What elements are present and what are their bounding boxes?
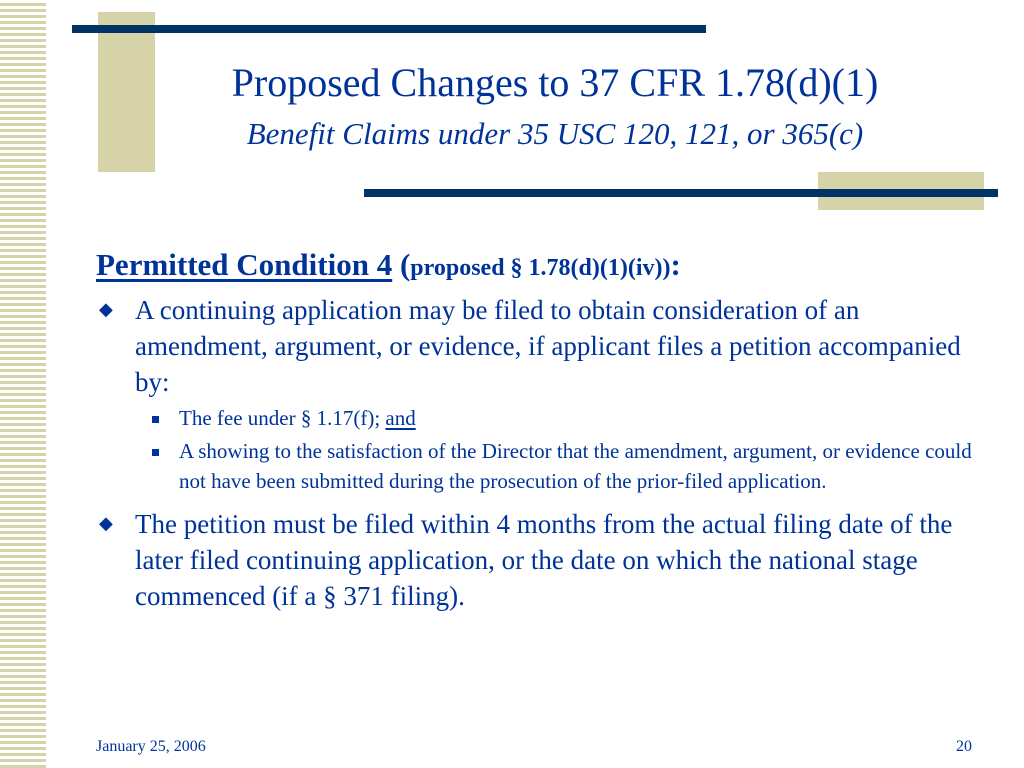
tan-accent-block-top: [98, 12, 155, 172]
navy-rule-bottom: [364, 189, 998, 197]
condition-heading: [96, 243, 991, 290]
navy-rule-top: [72, 25, 706, 33]
sub-bullet-item: [96, 403, 991, 433]
bullet-item: [96, 292, 991, 400]
condition-heading-main: Permitted Condition 4: [96, 247, 393, 282]
sub-bullet-item: [96, 436, 991, 496]
footer-page-number: 20: [956, 738, 972, 755]
condition-heading-colon: :: [670, 247, 681, 282]
striped-side-decoration: [0, 0, 46, 768]
slide-body: [96, 243, 991, 614]
bullet-text: The petition must be filed within 4 months from the actual filing date of the later filed continuing application, or the date on which the national stage commenced (if a § 371 filing).: [135, 509, 953, 611]
condition-heading-detail: proposed § 1.78(d)(1)(iv)): [410, 255, 671, 281]
bullet-text: A continuing application may be filed to obtain consideration of an amendment, argument, or evidence, if applicant files a petition accompanied by:: [135, 295, 961, 397]
bullet-item: [96, 506, 991, 614]
slide-subtitle: Benefit Claims under 35 USC 120, 121, or 365(c): [246, 116, 864, 151]
sub-bullet-underlined-word: and: [385, 406, 416, 430]
sub-bullet-text: The fee under § 1.17(f);: [179, 406, 386, 430]
square-bullet-icon: [152, 416, 159, 423]
condition-heading-paren: (: [392, 247, 411, 282]
diamond-bullet-icon: ◆: [99, 299, 113, 319]
diamond-bullet-icon: ◆: [99, 513, 113, 533]
sub-bullet-text: A showing to the satisfaction of the Director that the amendment, argument, or evidence could not have been submitted during the prosecution of the prior-filed application.: [179, 439, 972, 493]
slide-title: Proposed Changes to 37 CFR 1.78(d)(1): [231, 60, 879, 105]
square-bullet-icon: [152, 449, 159, 456]
footer-date: January 25, 2006: [96, 738, 206, 755]
